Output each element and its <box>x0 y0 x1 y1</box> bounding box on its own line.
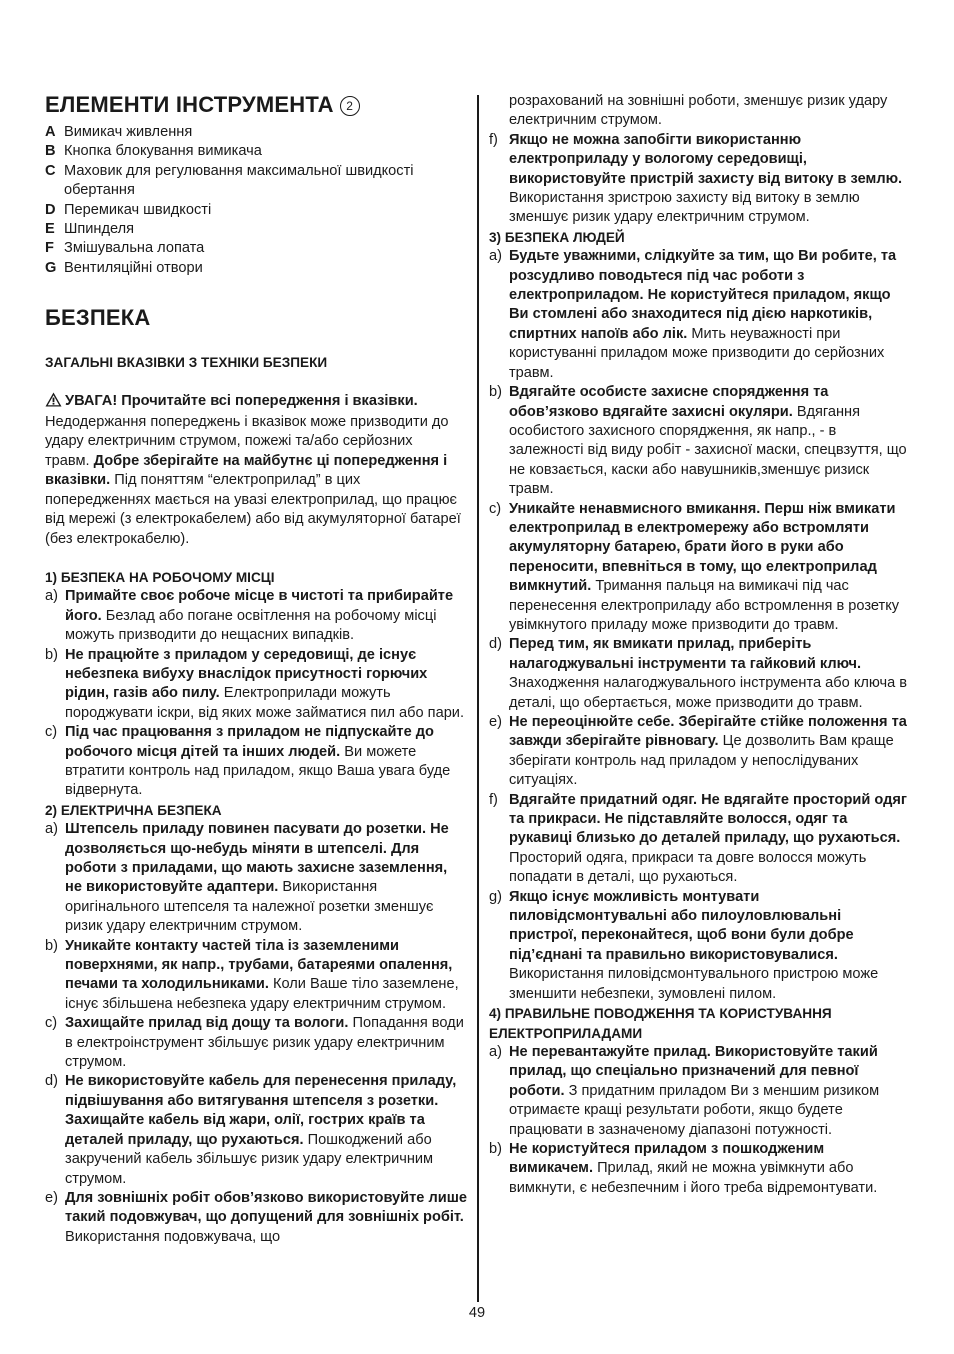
legend-item: E Шпинделя <box>45 221 135 238</box>
legend-item: D Перемикач швидкості <box>45 201 212 218</box>
section-heading: 1) БЕЗПЕКА НА РОБОЧОМУ МІСЦІ <box>45 569 275 585</box>
list-item: c) Уникайте ненавмисного вмикання. Перш ніж вмикати електроприлад в електромережу або встромляти акумуляторну батарею, брати його в руки або переносити, впевніться в тому, що електроприлад вимкнутий. Тримання пальця на вимикачі під час перенесення електроприладу або встромлення в розетку увімкнутого приладу може призводити до травм. <box>489 500 900 633</box>
figure-ref-badge: 2 <box>340 96 360 116</box>
list-item: b) Не працюйте з приладом у середовищі, де існує небезпека вибуху внаслідок присутності горючих рідин, газів або пилу. Електроприлади можуть породжувати іскри, від яких може займатися пил або пари. <box>45 646 465 721</box>
right-column <box>489 92 909 1198</box>
list-item: f) Якщо не можна запобігти використанню електроприладу у вологому середовищі, використовуйте пристрій захисту від витоку в землю. Використання зристрою захисту від витоку в землю зменшує ризик удару електричним струмом. <box>489 131 903 226</box>
section-heading: 2) ЕЛЕКТРИЧНА БЕЗПЕКА <box>45 802 222 818</box>
list-item: d) Перед тим, як вмикати прилад, приберіть налагоджувальні інструменти та гайковий ключ. Знаходження налагоджувального інструмента або ключа в деталі, що обертається, може призводити до травм. <box>489 636 908 711</box>
warning-paragraph: УВАГА! Прочитайте всі попередження і вказівки. Недодержання попереджень і вказівок може призводити до удару електричним струмом, пожежі та/або серйозних травм. Добре зберігайте на майбутнє ці попередження і вказівки. Під поняттям “електроприлад” в цих попередженнях мається на увазі електроприлад, що працює від мережі (з електрокабелем) або від акумуляторної батареї (без електрокабелю). <box>45 392 461 547</box>
list-item: a) Не перевантажуйте прилад. Використовуйте такий прилад, що спеціально призначений для певної роботи. З придатним приладом Ви з меншим ризиком отримаєте кращі результати роботи, якщо будете працювати в зазначеному діапазоні потужності. <box>489 1043 880 1138</box>
list-item: d) Не використовуйте кабель для перенесення приладу, підвішування або витягування штепселя з розетки. Захищайте кабель від жари, олії, гострих країв та деталей приладу, що рухаються. Пошкоджений або закручений кабель збільшує ризик удару електричним струмом. <box>45 1073 457 1187</box>
section-heading: 4) ПРАВИЛЬНЕ ПОВОДЖЕННЯ ТА КОРИСТУВАННЯ ЕЛЕКТРОПРИЛАДАМИ <box>489 1006 832 1041</box>
left-column <box>45 92 467 1247</box>
legend-item: C Маховик для регулювання максимальної швидкості обертання <box>45 162 414 199</box>
general-safety-subheading: ЗАГАЛЬНІ ВКАЗІВКИ З ТЕХНІКИ БЕЗПЕКИ <box>45 355 328 371</box>
section-heading: 3) БЕЗПЕКА ЛЮДЕЙ <box>489 229 625 245</box>
warning-triangle-icon <box>45 392 62 413</box>
legend-item: A Вимикач живлення <box>45 124 193 140</box>
list-item: b) Уникайте контакту частей тіла із заземленими поверхнями, як напр., трубами, батареями опалення, печами та холодильниками. Коли Ваше тіло заземлене, існує збільшена небезпека удару електричним струмом. <box>45 937 459 1012</box>
list-item: g) Якщо існує можливість монтувати пиловідсмонтувальні або пилоуловлювальні пристрої, переконайтеся, щоб вони були добре під’єднані та правильно використовувалися. Використання пиловідсмонтувального пристрою може зменшити небезпеки, зумовлені пилом. <box>489 888 879 1002</box>
list-item: c) Захищайте прилад від дощу та вологи. Попадання води в електроінструмент збільшує ризик удару електричним струмом. <box>45 1015 464 1071</box>
list-item: e) Для зовнішніх робіт обов’язково використовуйте лише такий подовжувач, що допущений для зовнішніх робіт. Використання подовжувача, що <box>45 1189 467 1245</box>
legend-item: G Вентиляційні отвори <box>45 259 203 276</box>
column-divider <box>477 95 479 1302</box>
list-item: a) Примайте своє робоче місце в чистоті та прибирайте його. Безлад або погане освітлення на робочому місці можуть призводити до нещасних випадків. <box>45 588 454 644</box>
list-item: a) Будьте уважними, слідкуйте за тим, що Ви робите, та розсудливо поводьтеся під час роботи з електроприладом. Не користуйтеся приладом, якщо Ви стомлені або знаходитеся під дією наркотиків, спиртних напоїв або лік. Мить неуважності при користуванні приладом може призводити до серйозних травм. <box>489 248 897 381</box>
page-number: 49 <box>468 1305 486 1321</box>
elements-heading: ЕЛЕМЕНТИ ІНСТРУМЕНТА 2 <box>45 92 467 118</box>
safety-heading: БЕЗПЕКА <box>45 305 151 331</box>
list-item: a) Штепсель приладу повинен пасувати до розетки. Не дозволяється що-небудь міняти в штепселі. Для роботи з приладами, що мають захисне заземлення, не використовуйте адаптери. Використання оригінального штепселя та належної розетки зменшує ризик удару електричним струмом. <box>45 821 449 935</box>
list-item: c) Під час працювання з приладом не підпускайте до робочого місця дітей та інших людей. Ви можете втратити контроль над приладом, якщо Ваша увага буде відвернута. <box>45 724 451 799</box>
parts-legend <box>45 123 467 278</box>
legend-item: B Кнопка блокування вимикача <box>45 143 262 160</box>
list-item: e) Не переоцінюйте себе. Зберігайте стійке положення та завжди зберігайте рівновагу. Це дозволить Вам краще зберігати контроль над приладом у непослідуваних ситуаціях. <box>489 714 907 789</box>
continued-text: розрахований на зовнішні роботи, зменшує ризик удару електричним струмом. <box>509 93 888 129</box>
list-item: b) Вдягайте особисте захисне спорядження та обов’язково вдягайте захисні окуляри. Вдягання особистого захисного спорядження, як напр., - в залежності від виду робіт - захисної маски, спецвзуття, що не ковзається, каски або навушників,зменшує ризиск травм. <box>489 384 907 498</box>
list-item: b) Не користуйтеся приладом з пошкодженим вимикачем. Прилад, який не можна увімкнути або вимкнути, є небезпечним і його треба відремонтувати. <box>489 1140 878 1196</box>
legend-item: F Змішувальна лопата <box>45 240 205 257</box>
list-item: f) Вдягайте придатний одяг. Не вдягайте просторий одяг та прикраси. Не підставляйте волосся, одяг та рукавиці близько до деталей приладу, що рухаються. Просторий одяга, прикраси та довге волосся можуть попадати в деталі, що рухаються. <box>489 791 907 886</box>
